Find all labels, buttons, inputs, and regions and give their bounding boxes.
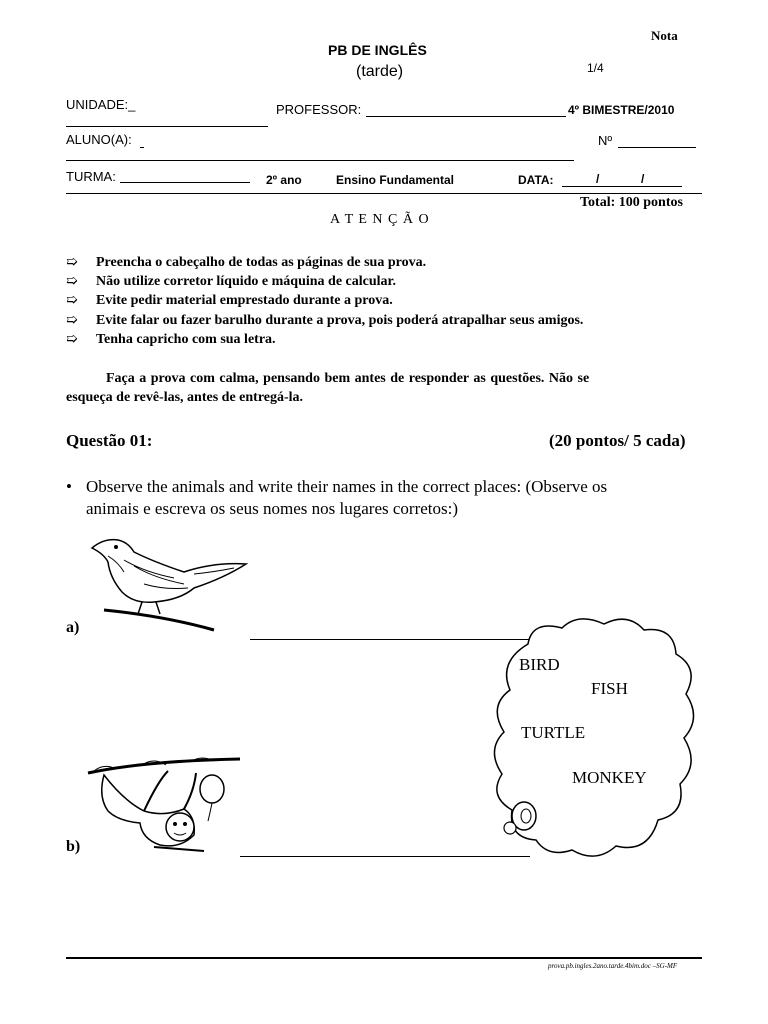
ano-label: 2º ano (266, 173, 302, 187)
footer-filename: prova.pb.ingles.2ano.tarde.4bim.doc –SG-MF (548, 962, 678, 970)
item-a-label: a) (66, 619, 80, 636)
hand-arrow-icon: ➯ (66, 313, 78, 328)
answer-b-field[interactable] (240, 856, 530, 857)
instruction-item: ➯ Evite pedir material emprestado durante a prova. (66, 293, 393, 308)
word-turtle: TURTLE (521, 723, 586, 742)
turma-field[interactable] (120, 182, 250, 183)
nota-label: Nota (651, 28, 678, 43)
aluno-label: ALUNO(A): (66, 132, 132, 147)
atencao-title: A T E N Ç Ã O (330, 212, 430, 227)
turma-label: TURMA: (66, 169, 116, 184)
instruction-item: ➯ Não utilize corretor líquido e máquina de calcular. (66, 274, 396, 289)
question-prompt-line-2: animais e escreva os seus nomes nos lugares corretos:) (86, 499, 458, 518)
header-divider (66, 193, 702, 194)
word-bank-cloud (488, 614, 700, 864)
hand-arrow-icon: ➯ (66, 293, 78, 308)
bird-image (84, 532, 252, 634)
exam-title: PB DE INGLÊS (328, 42, 427, 58)
nivel-label: Ensino Fundamental (336, 173, 455, 187)
hand-arrow-icon: ➯ (66, 274, 78, 289)
question-prompt-line-1: Observe the animals and write their names in the correct places: (Observe os (86, 477, 608, 496)
professor-field[interactable] (366, 116, 566, 117)
monkey-image (84, 751, 244, 855)
hand-arrow-icon: ➯ (66, 255, 78, 270)
aluno-field[interactable] (140, 147, 144, 148)
bullet-icon: • (66, 477, 72, 496)
word-monkey: MONKEY (572, 768, 647, 787)
word-bird: BIRD (519, 655, 560, 674)
footer-divider (66, 957, 702, 959)
question-label: Questão 01: (66, 431, 153, 450)
page-number: 1/4 (587, 61, 604, 75)
item-b-label: b) (66, 838, 81, 855)
professor-label: PROFESSOR: (276, 102, 362, 117)
instruction-item: ➯ Evite falar ou fazer barulho durante a prova, pois poderá atrapalhar seus amigos. (66, 313, 584, 328)
instruction-item: ➯ Tenha capricho com sua letra. (66, 332, 276, 347)
total-points: Total: 100 pontos (580, 195, 683, 210)
intro-line-1: Faça a prova com calma, pensando bem antes de responder as questões. Não se (106, 371, 590, 386)
intro-line-2: esqueça de revê-las, antes de entregá-la. (66, 390, 304, 405)
hand-arrow-icon: ➯ (66, 332, 78, 347)
unidade-line[interactable] (66, 126, 268, 127)
numero-label: Nº (598, 133, 613, 148)
exam-subtitle: (tarde) (356, 63, 404, 80)
unidade-label: UNIDADE:_ (66, 97, 136, 112)
word-fish: FISH (591, 679, 628, 698)
question-points: (20 pontos/ 5 cada) (549, 431, 686, 450)
aluno-line (66, 160, 574, 161)
instruction-item: ➯ Preencha o cabeçalho de todas as páginas de sua prova. (66, 255, 427, 270)
bimestre-label: 4º BIMESTRE/2010 (568, 103, 675, 117)
data-label: DATA: (518, 173, 554, 187)
data-field[interactable] (562, 186, 682, 187)
data-slash-2: / (641, 172, 645, 186)
numero-field[interactable] (618, 147, 696, 148)
data-slash-1: / (596, 172, 600, 186)
